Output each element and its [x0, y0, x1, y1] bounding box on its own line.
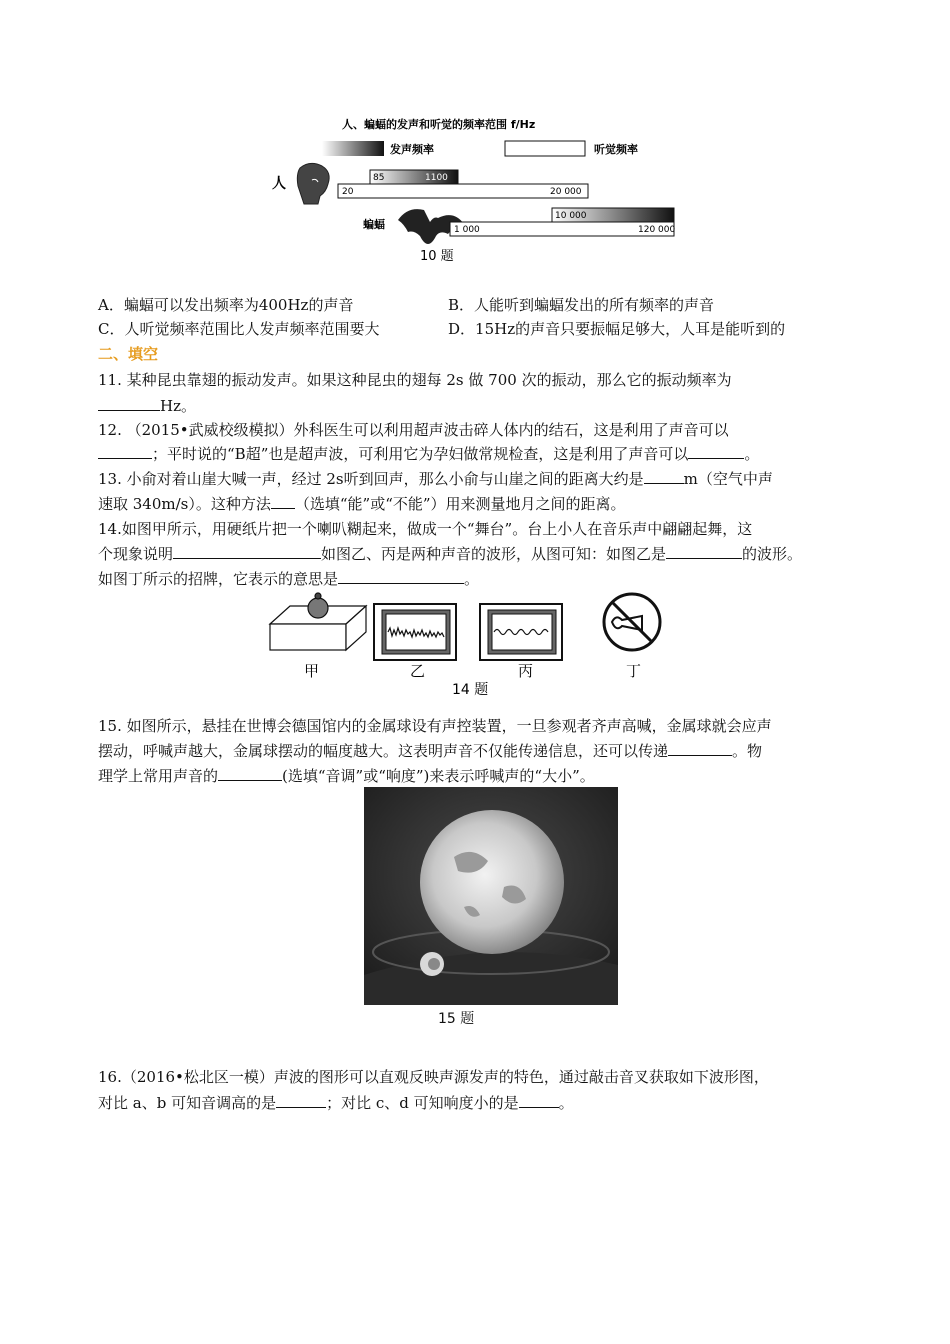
legend-emit-swatch: [322, 141, 384, 156]
q14-text-d: 如图丁所示的招牌，它表示的意思是: [98, 570, 339, 588]
q14-blank-2[interactable]: [666, 544, 742, 559]
q15-text-a: 摆动，呼喊声越大，金属球摆动的幅度越大。这表明声音不仅能传递信息，还可以传递: [98, 742, 669, 760]
figure-caption: 10 题: [420, 249, 454, 264]
q15-text-b: 。物: [732, 742, 763, 760]
q15-blank-2[interactable]: [218, 766, 282, 781]
q13-blank-2[interactable]: [271, 494, 295, 509]
q12-end: 。: [744, 445, 760, 463]
stage-box-figure: [270, 593, 366, 650]
sound-figure-14: [266, 592, 686, 700]
legend-emit-label: 发声频率: [390, 143, 434, 156]
label-yi: 乙: [410, 662, 426, 680]
q12-line1: 12. （2015•武威校级模拟）外科医生可以利用超声波击碎人体内的结石，这是利用了声音可以: [98, 421, 729, 439]
human-emit-high: 1100: [425, 173, 448, 183]
q12-text: ；平时说的“B超”也是超声波，可利用它为孕妇做常规检查，这是利用了声音可以: [152, 445, 689, 463]
q12-blank-2[interactable]: [688, 444, 744, 459]
q16-text-b: ；对比 c、d 可知响度小的是: [326, 1094, 519, 1112]
q13-text-a: 13. 小俞对着山崖大喊一声，经过 2s听到回声，那么小俞与山崖之间的距离大约是: [98, 470, 644, 488]
q16-text-c: 。: [558, 1094, 574, 1112]
bat-hear-high: 120 000: [638, 225, 676, 235]
option-a: A．蝙蝠可以发出频率为400Hz的声音: [98, 296, 354, 314]
q16-line1: 16.（2016•松北区一模）声波的图形可以直观反映声源发声的特色，通过敲击音叉获取如下波形图，: [98, 1068, 769, 1086]
label-ding: 丁: [626, 662, 642, 680]
option-c: C．人听觉频率范围比人发声频率范围要大: [98, 320, 380, 338]
q15-blank-1[interactable]: [668, 741, 732, 756]
q16-text-a: 对比 a、b 可知音调高的是: [98, 1094, 277, 1112]
q14-line1: 14.如图甲所示，用硬纸片把一个喇叭糊起来，做成一个“舞台”。台上小人在音乐声中翩翩起舞，这: [98, 520, 753, 538]
q14-text-e: 。: [464, 570, 480, 588]
q12-blank-1[interactable]: [98, 444, 152, 459]
human-label: 人: [272, 176, 286, 192]
q15-line1: 15. 如图所示，悬挂在世博会德国馆内的金属球设有声控装置，一旦参观者齐声高喊，金属球就会应声: [98, 717, 772, 735]
q15-text-c: 理学上常用声音的: [98, 767, 219, 785]
figure15-caption: 15 题: [438, 1011, 475, 1027]
human-emit-low: 85: [373, 173, 385, 183]
waveform-yi: [374, 604, 456, 660]
q11-line1: 11. 某种昆虫靠翅的振动发声。如果这种昆虫的翅每 2s 做 700 次的振动，那么它的振动频率为: [98, 371, 732, 389]
q14-text-c: 的波形。: [742, 545, 803, 563]
section-title: 二、填空: [98, 345, 159, 363]
q13-text-b: m（空气中声: [683, 470, 773, 488]
figure14-caption: 14 题: [452, 682, 489, 698]
q14-blank-1[interactable]: [173, 544, 321, 559]
q13-text-d: （选填“能”或“不能”）用来测量地月之间的距离。: [294, 495, 626, 513]
q15-text-d: (选填“音调”或“响度”)来表示呼喊声的“大小”。: [282, 767, 595, 785]
legend-hear-swatch: [505, 141, 585, 156]
label-jia: 甲: [304, 662, 320, 680]
q14-blank-3[interactable]: [338, 569, 464, 584]
bat-hear-low: 1 000: [454, 225, 480, 235]
metal-sphere-photo: [364, 787, 618, 1005]
q13-text-c: 速取 340m/s）。这种方法: [98, 495, 271, 513]
q11-blank[interactable]: [98, 396, 160, 411]
option-b: B．人能听到蝙蝠发出的所有频率的声音: [448, 296, 715, 314]
human-head-icon: [297, 163, 329, 204]
q14-text-a: 个现象说明: [98, 545, 174, 563]
q14-text-b: 如图乙、丙是两种声音的波形，从图可知：如图乙是: [321, 545, 667, 563]
q16-blank-2[interactable]: [519, 1093, 559, 1108]
figure-title: 人、蝙蝠的发声和听觉的频率范围 f/Hz: [342, 118, 536, 131]
bat-label: 蝙蝠: [363, 218, 385, 231]
human-hear-high: 20 000: [550, 187, 582, 197]
q13-blank-1[interactable]: [644, 469, 684, 484]
label-bing: 丙: [518, 662, 534, 680]
bat-emit-low: 10 000: [555, 211, 587, 221]
option-d: D．15Hz的声音只要振幅足够大，人耳是能听到的: [448, 320, 786, 338]
q16-blank-1[interactable]: [276, 1093, 326, 1108]
legend-hear-label: 听觉频率: [594, 143, 638, 156]
waveform-bing: [480, 604, 562, 660]
q11-unit: Hz。: [160, 397, 196, 415]
human-hear-low: 20: [342, 187, 354, 197]
no-horn-sign-icon: [604, 594, 660, 650]
frequency-range-figure: [260, 108, 700, 270]
